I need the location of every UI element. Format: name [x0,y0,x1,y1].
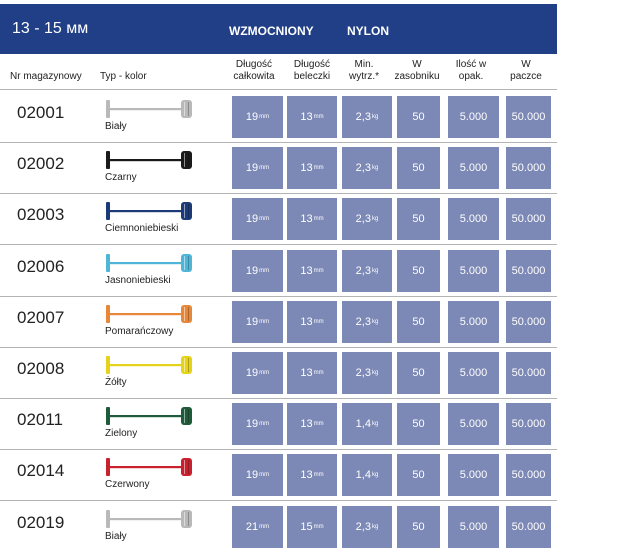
tag-pin-icon [105,453,195,479]
col-per-clip-line1: W [412,59,422,70]
cell-tag-length [287,403,337,445]
cell-per-clip-value: 50 [412,418,425,430]
cell-min-strength-unit: kg [371,370,379,376]
cell-min-strength-unit: kg [371,524,379,530]
tag-pin-icon [105,402,195,428]
tag-pin-icon [105,197,195,223]
col-per-clip-line2: zasobniku [394,71,440,82]
cell-tag-length-unit: mm [313,370,324,376]
cell-per-clip-value: 50 [412,162,425,174]
tag-fastener-icon [105,453,193,499]
col-per-pack-line1: Ilość w [455,59,487,70]
cell-tag-length [287,301,337,343]
cell-per-bundle-value: 50.000 [511,367,546,379]
cell-per-clip [397,352,440,394]
cell-min-strength-unit: kg [371,472,379,478]
cell-per-clip [397,96,440,138]
cell-min-strength [342,250,392,292]
cell-tag-length-value: 15 [300,521,313,533]
tag-fastener-icon [105,402,193,448]
row-code: 02003 [17,205,65,224]
cell-min-strength-unit: kg [371,319,379,325]
tag-fastener-icon [105,351,193,397]
cell-min-strength-value: 2,3 [355,521,371,533]
row-code: 02019 [17,513,65,532]
cell-total-length-value: 21 [245,521,259,533]
tag-fastener-icon [105,197,193,243]
cell-total-length-value: 19 [245,162,259,174]
cell-min-strength [342,96,392,138]
cell-per-bundle-value: 50.000 [511,418,546,430]
cell-total-length-unit: mm [259,421,270,427]
cell-total-length-unit: mm [259,319,270,325]
cell-min-strength-value: 2,3 [355,213,371,225]
cell-total-length [232,352,283,394]
row-color-name: Czerwony [105,479,150,490]
tag-pin-icon [105,300,195,326]
cell-tag-length-value: 13 [300,367,313,379]
col-per-pack [443,59,499,83]
cell-tag-length-unit: mm [313,165,324,171]
row-code: 02011 [17,410,64,429]
cell-per-bundle-value: 50.000 [511,213,546,225]
cell-min-strength-value: 1,4 [355,418,371,430]
cell-per-pack-value: 5.000 [459,469,488,481]
cell-min-strength [342,147,392,189]
cell-per-pack [448,506,499,548]
cell-min-strength [342,352,392,394]
col-per-bundle-line1: W [521,59,531,70]
cell-total-length [232,96,283,138]
material-label: NYLON [347,24,389,38]
cell-per-bundle-value: 50.000 [511,521,546,533]
table-row [0,398,557,449]
col-tag-length [284,59,340,83]
tag-fastener-icon [105,146,193,192]
cell-per-bundle-value: 50.000 [511,111,546,123]
cell-per-pack-value: 5.000 [459,111,488,123]
cell-per-bundle [506,301,551,343]
cell-per-clip-value: 50 [412,111,425,123]
cell-tag-length-value: 13 [300,316,313,328]
row-color-name: Jasnoniebieski [105,275,171,286]
cell-min-strength [342,506,392,548]
cell-min-strength-unit: kg [371,114,379,120]
cell-per-pack [448,147,499,189]
col-type: Typ - kolor [100,71,147,82]
tag-pin-icon [105,249,195,275]
cell-per-bundle [506,147,551,189]
cell-tag-length-unit: mm [313,216,324,222]
cell-tag-length-value: 13 [300,418,313,430]
cell-tag-length-unit: mm [313,524,324,530]
cell-total-length-value: 19 [245,111,259,123]
cell-per-pack-value: 5.000 [459,367,488,379]
cell-per-bundle [506,454,551,496]
col-min-strength [336,59,392,83]
cell-per-pack-value: 5.000 [459,162,488,174]
size-range-title: 13 - 15 мм [12,20,89,37]
cell-total-length-unit: mm [259,165,270,171]
cell-per-clip [397,198,440,240]
table-header-bar [0,4,557,54]
cell-per-clip-value: 50 [412,265,425,277]
row-code: 02014 [17,461,65,480]
cell-per-bundle [506,352,551,394]
cell-per-bundle [506,198,551,240]
col-code: Nr magazynowy [10,71,82,82]
row-code: 02007 [17,308,65,327]
cell-per-pack [448,250,499,292]
cell-per-bundle-value: 50.000 [511,162,546,174]
tag-fastener-icon [105,300,193,346]
row-color-name: Czarny [105,172,137,183]
cell-per-clip-value: 50 [412,521,425,533]
row-code: 02002 [17,154,65,173]
cell-total-length-unit: mm [259,524,270,530]
table-row [0,91,557,142]
cell-total-length-value: 19 [245,265,259,277]
table-row [0,193,557,244]
cell-min-strength-value: 2,3 [355,316,371,328]
cell-per-pack [448,403,499,445]
cell-min-strength-unit: kg [371,216,379,222]
cell-per-clip [397,250,440,292]
cell-per-bundle [506,506,551,548]
tag-pin-icon [105,95,195,121]
row-color-name: Biały [105,121,127,132]
cell-total-length [232,506,283,548]
cell-total-length-unit: mm [259,370,270,376]
cell-per-clip-value: 50 [412,213,425,225]
cell-tag-length [287,250,337,292]
reinforced-label: WZMOCNIONY [229,24,314,38]
cell-tag-length [287,96,337,138]
cell-tag-length [287,198,337,240]
table-row [0,449,557,500]
col-per-clip [389,59,445,83]
cell-total-length-unit: mm [259,472,270,478]
cell-tag-length-unit: mm [313,421,324,427]
cell-per-pack [448,454,499,496]
cell-min-strength [342,454,392,496]
cell-tag-length [287,506,337,548]
cell-tag-length [287,147,337,189]
table-row [0,245,557,296]
table-row [0,501,557,552]
cell-per-bundle [506,250,551,292]
col-per-bundle-line2: paczce [510,71,542,82]
cell-per-pack-value: 5.000 [459,265,488,277]
cell-min-strength [342,198,392,240]
cell-per-bundle [506,403,551,445]
row-code: 02008 [17,359,65,378]
col-min-strength-line2: wytrz.* [349,71,379,82]
row-code: 02001 [17,103,65,122]
cell-total-length [232,454,283,496]
tag-pin-icon [105,505,195,531]
cell-total-length [232,301,283,343]
cell-per-clip [397,454,440,496]
cell-tag-length-value: 13 [300,265,313,277]
row-color-name: Zielony [105,428,138,439]
cell-total-length-value: 19 [245,367,259,379]
cell-tag-length-value: 13 [300,469,313,481]
cell-total-length-unit: mm [259,216,270,222]
cell-min-strength-value: 2,3 [355,367,371,379]
row-color-name: Pomarańczowy [105,326,174,337]
cell-per-pack-value: 5.000 [459,418,488,430]
col-total-length-line2: całkowita [233,71,275,82]
cell-min-strength-value: 2,3 [355,265,371,277]
cell-total-length-value: 19 [245,469,259,481]
cell-per-clip [397,506,440,548]
cell-total-length-value: 19 [245,316,259,328]
cell-tag-length [287,454,337,496]
cell-total-length [232,147,283,189]
cell-per-clip [397,147,440,189]
cell-min-strength-value: 2,3 [355,111,371,123]
cell-tag-length-value: 13 [300,213,313,225]
cell-tag-length-unit: mm [313,472,324,478]
cell-total-length [232,403,283,445]
cell-min-strength [342,301,392,343]
row-color-name: Biały [105,531,127,542]
col-per-bundle [498,59,554,83]
cell-min-strength-unit: kg [371,268,379,274]
cell-min-strength-value: 1,4 [355,469,371,481]
cell-min-strength [342,403,392,445]
cell-total-length-unit: mm [259,114,270,120]
tag-fastener-icon [105,505,193,551]
cell-per-pack [448,301,499,343]
cell-tag-length-unit: mm [313,114,324,120]
cell-tag-length-value: 13 [300,111,313,123]
col-tag-length-line1: Długość [293,59,331,70]
cell-per-pack-value: 5.000 [459,213,488,225]
cell-total-length [232,250,283,292]
cell-per-pack-value: 5.000 [459,316,488,328]
header-divider [0,89,557,90]
row-color-name: Ciemnoniebieski [105,223,179,234]
cell-total-length-value: 19 [245,418,259,430]
cell-per-clip-value: 50 [412,316,425,328]
cell-min-strength-unit: kg [371,421,379,427]
col-total-length [226,59,282,83]
cell-per-bundle [506,96,551,138]
row-color-name: Żółty [105,377,127,388]
cell-per-clip-value: 50 [412,367,425,379]
cell-per-pack-value: 5.000 [459,521,488,533]
cell-per-bundle-value: 50.000 [511,316,546,328]
table-row [0,296,557,347]
col-total-length-line1: Długość [235,59,273,70]
cell-per-clip [397,301,440,343]
cell-per-pack [448,352,499,394]
cell-tag-length-value: 13 [300,162,313,174]
cell-per-bundle-value: 50.000 [511,265,546,277]
tag-fastener-icon [105,249,193,295]
tag-pin-icon [105,351,195,377]
table-row [0,142,557,193]
cell-tag-length-unit: mm [313,319,324,325]
cell-tag-length-unit: mm [313,268,324,274]
col-per-pack-line2: opak. [458,71,484,82]
cell-per-pack [448,96,499,138]
table-row [0,347,557,398]
cell-total-length [232,198,283,240]
col-min-strength-line1: Min. [354,59,374,70]
cell-min-strength-value: 2,3 [355,162,371,174]
row-code: 02006 [17,257,65,276]
cell-per-pack [448,198,499,240]
cell-per-bundle-value: 50.000 [511,469,546,481]
col-tag-length-line2: beleczki [293,71,331,82]
tag-fastener-icon [105,95,193,141]
cell-min-strength-unit: kg [371,165,379,171]
tag-pin-icon [105,146,195,172]
cell-total-length-unit: mm [259,268,270,274]
cell-per-clip-value: 50 [412,469,425,481]
cell-tag-length [287,352,337,394]
cell-total-length-value: 19 [245,213,259,225]
cell-per-clip [397,403,440,445]
